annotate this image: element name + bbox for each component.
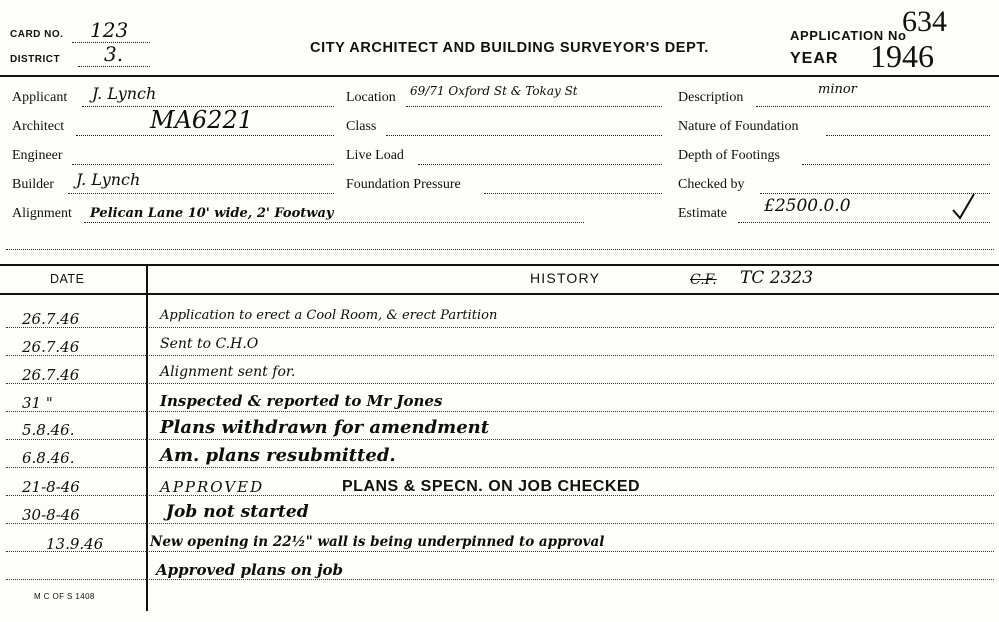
depth-of-footings-line <box>802 164 990 165</box>
builder-value: J. Lynch <box>76 170 141 189</box>
district-label: DISTRICT <box>10 54 61 65</box>
row-guide <box>6 551 994 552</box>
row-entry: Am. plans resubmitted. <box>160 445 396 466</box>
row-date: 13.9.46 <box>46 535 104 553</box>
header-bottom-rule <box>0 293 999 295</box>
row-date: 26.7.46 <box>22 338 80 356</box>
row-date: 31 " <box>22 394 53 412</box>
description-line <box>756 106 990 107</box>
alignment-value: Pelican Lane 10' wide, 2' Footway <box>90 206 334 221</box>
live-load-label: Live Load <box>346 148 404 163</box>
section-dotted-rule <box>6 249 994 250</box>
row-entry: Application to erect a Cool Room, & erect Partition <box>160 308 498 323</box>
row-date: 26.7.46 <box>22 310 80 328</box>
row-entry: Sent to C.H.O <box>160 336 259 352</box>
estimate-label: Estimate <box>678 206 727 221</box>
estimate-value: £2500.0.0 <box>764 196 851 216</box>
row-entry: New opening in 22½" wall is being underpinned to approval <box>150 534 605 550</box>
header-rule <box>0 75 999 77</box>
year-value: 1946 <box>870 38 934 74</box>
row-guide <box>6 327 994 328</box>
row-guide <box>6 355 994 356</box>
applicant-value: J. Lynch <box>92 84 157 103</box>
row-guide <box>6 411 994 412</box>
row-entry-approved: APPROVED <box>160 478 265 496</box>
row-guide <box>6 383 994 384</box>
description-value: minor <box>818 82 857 97</box>
builder-label: Builder <box>12 177 54 192</box>
row-guide <box>6 523 994 524</box>
description-label: Description <box>678 90 744 105</box>
architect-label: Architect <box>12 119 65 134</box>
class-label: Class <box>346 119 377 134</box>
estimate-line <box>738 222 990 223</box>
approval-stamp: PLANS & SPECN. ON JOB CHECKED <box>342 478 641 495</box>
alignment-label: Alignment <box>12 206 72 221</box>
application-number: 634 <box>902 5 947 38</box>
architect-value: MA6221 <box>150 106 253 134</box>
row-date: 5.8.46. <box>22 421 75 439</box>
application-label: APPLICATION No <box>790 28 907 43</box>
history-reference: TC 2323 <box>740 268 814 288</box>
district-value: 3. <box>104 42 124 66</box>
year-label: YEAR <box>790 50 839 67</box>
row-guide <box>6 579 994 580</box>
alignment-line <box>84 222 584 223</box>
row-entry: Job not started <box>166 502 309 522</box>
location-line <box>406 106 662 107</box>
row-date: 6.8.46. <box>22 449 75 467</box>
row-date: 21-8-46 <box>22 478 80 496</box>
card-no-value: 123 <box>90 18 129 42</box>
class-line <box>386 135 662 136</box>
row-guide <box>6 467 994 468</box>
architect-line <box>76 135 334 136</box>
table-top-rule <box>0 264 999 266</box>
engineer-label: Engineer <box>12 148 63 163</box>
history-column-header: HISTORY <box>530 270 601 286</box>
card-no-label: CARD NO. <box>10 29 64 40</box>
engineer-line <box>72 164 334 165</box>
row-entry: Plans withdrawn for amendment <box>160 417 490 438</box>
nature-of-foundation-line <box>826 135 990 136</box>
builder-line <box>68 193 334 194</box>
date-column-header: DATE <box>50 272 85 286</box>
location-value: 69/71 Oxford St & Tokay St <box>410 84 578 98</box>
district-line <box>78 66 150 67</box>
department-title: CITY ARCHITECT AND BUILDING SURVEYOR'S DEPT. <box>310 40 709 56</box>
form-code: M C OF S 1408 <box>34 592 95 601</box>
row-entry: Alignment sent for. <box>160 364 296 380</box>
row-date: 30-8-46 <box>22 506 80 524</box>
applicant-label: Applicant <box>12 90 68 105</box>
tick-mark-icon <box>950 192 978 222</box>
live-load-line <box>418 164 662 165</box>
nature-of-foundation-label: Nature of Foundation <box>678 119 799 134</box>
location-label: Location <box>346 90 396 105</box>
row-entry: Inspected & reported to Mr Jones <box>160 392 443 410</box>
row-guide <box>6 439 994 440</box>
history-reference-struck: C.F. <box>690 272 717 288</box>
foundation-pressure-line <box>484 193 662 194</box>
checked-by-label: Checked by <box>678 177 745 192</box>
depth-of-footings-label: Depth of Footings <box>678 148 780 163</box>
row-entry: Approved plans on job <box>156 561 344 579</box>
foundation-pressure-label: Foundation Pressure <box>346 177 461 192</box>
row-date: 26.7.46 <box>22 366 80 384</box>
